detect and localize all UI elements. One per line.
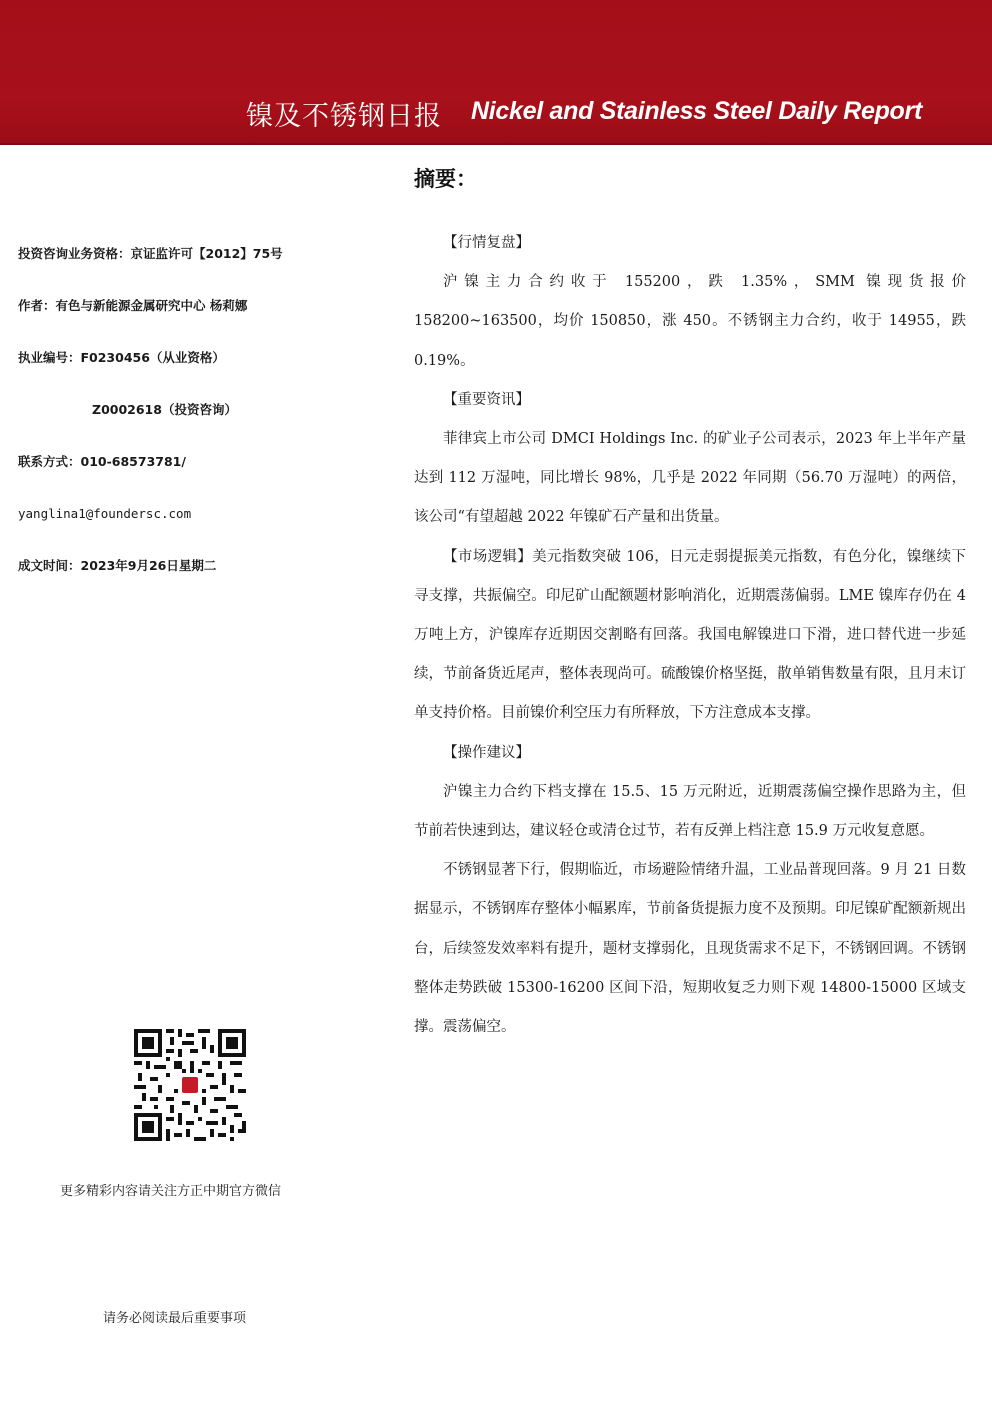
email-line[interactable]: yanglina1@foundersc.com bbox=[18, 506, 192, 521]
qr-code-icon bbox=[134, 1029, 246, 1141]
contact-line: 联系方式：010-68573781/ bbox=[18, 454, 186, 469]
header-divider bbox=[0, 143, 992, 145]
date-line: 成文时间：2023年9月26日星期二 bbox=[18, 558, 217, 573]
report-body bbox=[414, 224, 966, 1047]
section-market-review-title: 【行情复盘】 bbox=[443, 235, 530, 251]
section-strategy-stainless-text: 不锈钢显著下行，假期临近，市场避险情绪升温，工业品普现回落。9 月 21 日数据显示，不锈钢库存整体小幅累库，节前备货提振力度不及预期。印尼镍矿配额新规出台，后续签发效率料有提升，题材支撑弱化，且现货需求不足下，不锈钢回调。不锈钢整体走势跌破 15300-16200 区间下沿，短期收复乏力则下观 14800-15000 区域支撑。震荡偏空。 bbox=[414, 862, 966, 1036]
section-strategy-title: 【操作建议】 bbox=[443, 744, 530, 761]
license-number-line: 执业编号：F0230456（从业资格） bbox=[18, 350, 225, 365]
disclaimer-notice: 请务必阅读最后重要事项 bbox=[103, 1311, 247, 1326]
founder-logo-icon bbox=[179, 1074, 201, 1096]
qr-caption: 更多精彩内容请关注方正中期官方微信 bbox=[60, 1184, 282, 1199]
license-number-line-2: Z0002618（投资咨询） bbox=[92, 402, 237, 417]
author-info-sidebar bbox=[18, 244, 378, 608]
report-title-cn: 镍及不锈钢日报 bbox=[246, 101, 442, 132]
report-title-en: Nickel and Stainless Steel Daily Report bbox=[471, 97, 922, 125]
section-news-title: 【重要资讯】 bbox=[443, 391, 530, 408]
author-line: 作者：有色与新能源金属研究中心 杨莉娜 bbox=[18, 298, 248, 313]
qualification-line: 投资咨询业务资格：京证监许可【2012】75号 bbox=[18, 246, 283, 261]
section-news-text: 菲律宾上市公司 DMCI Holdings Inc. 的矿业子公司表示，2023 年上半年产量达到 112 万湿吨，同比增长 98%，几乎是 2022 年同期（56.70 万湿吨）的两倍，该公司“有望超越 2022 年镍矿石产量和出货量。 bbox=[414, 431, 966, 526]
section-strategy-nickel-text: 沪镍主力合约下档支撑在 15.5、15 万元附近，近期震荡偏空操作思路为主，但节前若快速到达，建议轻仓或清仓过节，若有反弹上档注意 15.9 万元收复意愿。 bbox=[414, 783, 966, 840]
summary-heading: 摘要： bbox=[414, 167, 477, 191]
section-market-review-text: 沪镍主力合约收于 155200，跌 1.35%，SMM 镍现货报价 158200~163500，均价 150850，涨 450。不锈钢主力合约，收于 14955，跌 0.19%。 bbox=[414, 274, 966, 369]
section-market-logic-text: 【市场逻辑】美元指数突破 106，日元走弱提振美元指数，有色分化，镍继续下寻支撑，共振偏空。印尼矿山配额题材影响消化，近期震荡偏弱。LME 镍库存仍在 4 万吨上方，沪镍库存近期因交割略有回落。我国电解镍进口下滑，进口替代进一步延续，节前备货近尾声，整体表现尚可。硫酸镍价格坚挺，散单销售数量有限，且月末订单支持价格。目前镍价利空压力有所释放，下方注意成本支撑。 bbox=[414, 548, 966, 722]
